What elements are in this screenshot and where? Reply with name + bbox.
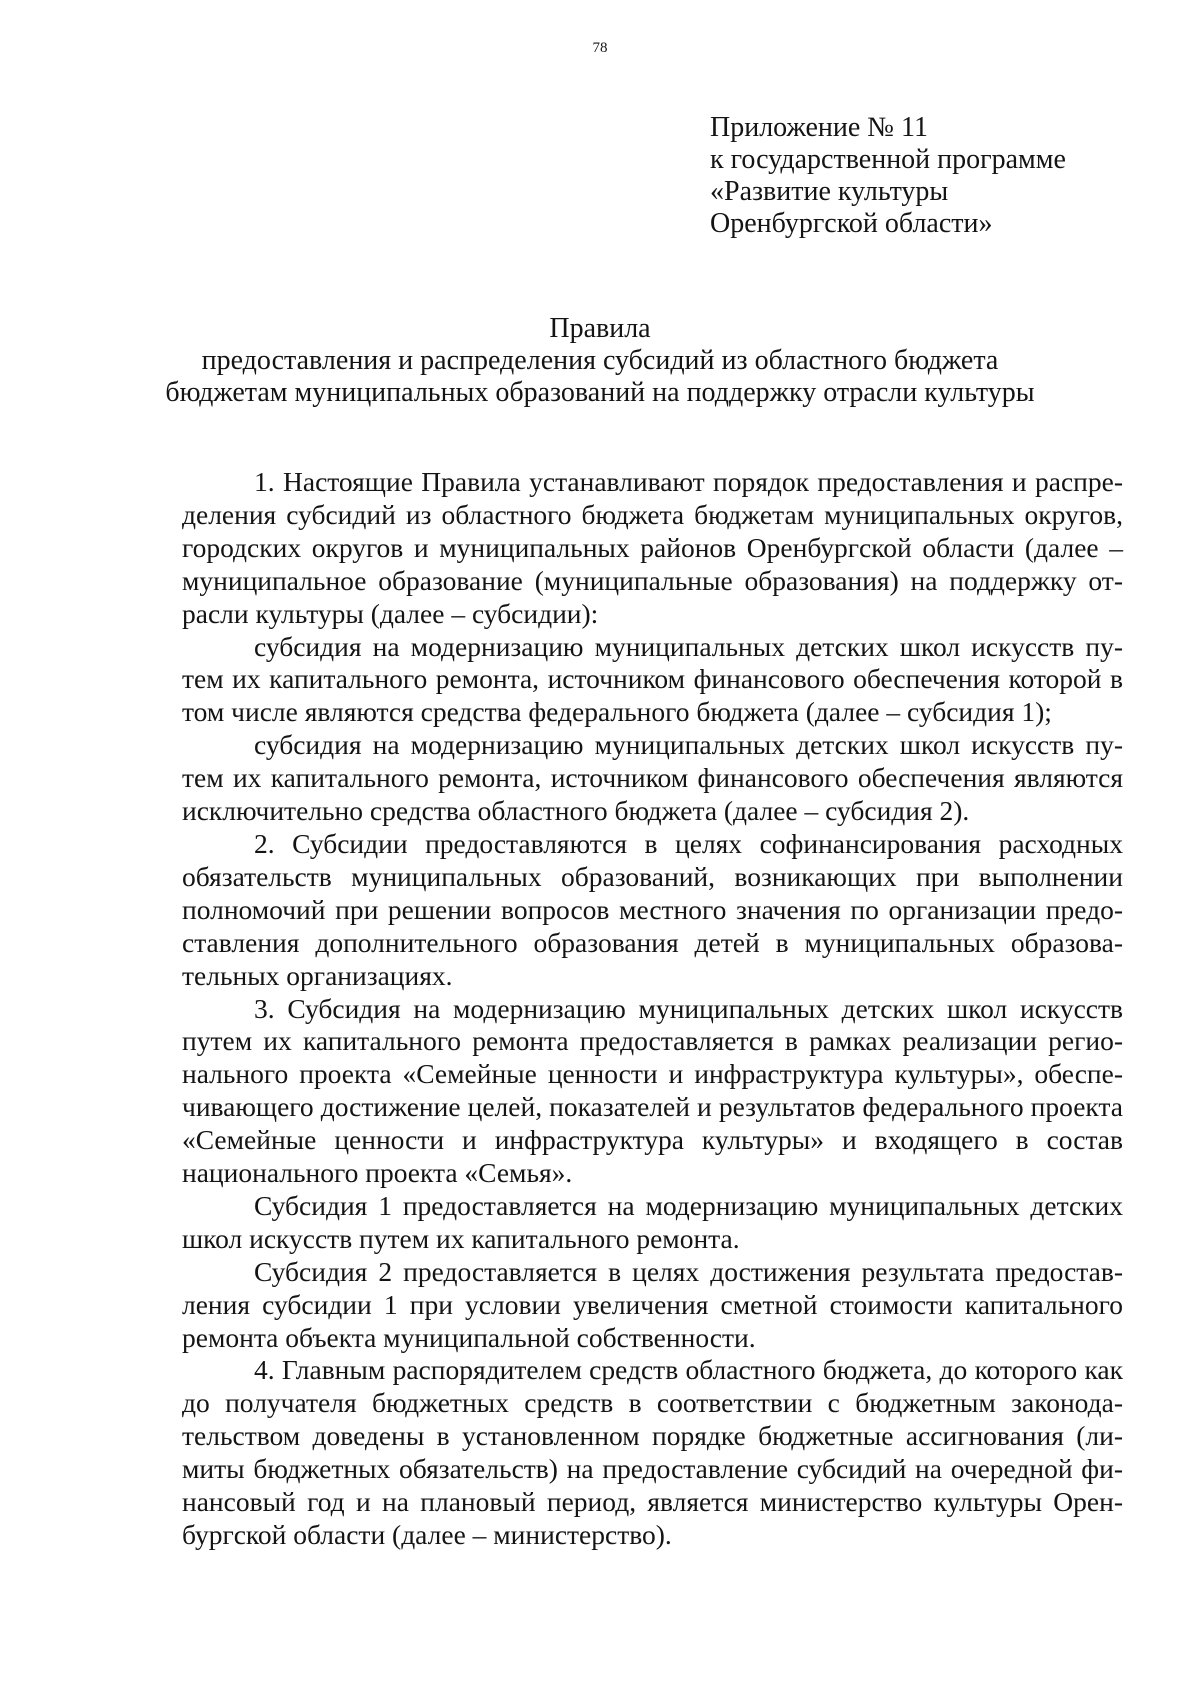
paragraph-subsidy-2-purpose: Субсидия 2 предоставляется в целях достижения результата предоставления субсидии 1 при условии увеличения сметной стоимости капитального ремонта объекта муниципальной собственности. (182, 1255, 1123, 1353)
paragraph-subsidy-1-purpose: Субсидия 1 предоставляется на модернизацию муниципальных детских школ искусств путем их капитального ремонта. (182, 1189, 1123, 1254)
paragraph-3: 3. Субсидия на модернизацию муниципальных детских школ искусств путем их капитального ремонта предоставляется в рамках реализации регионального проекта «Семейные ценности и инфраструктура культуры», обеспечивающего достижение целей, показателей и результатов федерального проекта «Семейные ценности и инфраструктура культуры» и входящего в состав национального проекта «Семья». (182, 992, 1123, 1189)
paragraph-1: 1. Настоящие Правила устанавливают порядок предоставления и распределения субсидий из областного бюджета бюджетам муниципальных округов, городских округов и муниципальных районов Оренбургской области (далее – муниципальное образование (муниципальные образования) на поддержку отрасли культуры (далее – субсидии): (182, 466, 1123, 629)
appendix-header (710, 112, 1066, 240)
appendix-line: Оренбургской области» (710, 208, 993, 239)
document-body (182, 466, 1123, 1552)
document-title (0, 313, 1200, 409)
title-heading: Правила (549, 313, 651, 344)
paragraph-2: 2. Субсидии предоставляются в целях софинансирования расходных обязательств муниципальных образований, возникающих при выполнении полномочий при решении вопросов местного значения по организации предоставления дополнительного образования детей в муниципальных образовательных организациях. (182, 827, 1123, 991)
title-subtitle-line: бюджетам муниципальных образований на поддержку отрасли культуры (165, 377, 1035, 408)
appendix-line: Приложение № 11 (710, 112, 928, 143)
paragraph-4: 4. Главным распорядителем средств областного бюджета, до которого как до получателя бюджетных средств в соответствии с бюджетным законодательством доведены в установленном порядке бюджетные ассигнования (лимиты бюджетных обязательств) на предоставление субсидий на очередной финансовый год и на плановый период, является министерство культуры Оренбургской области (далее – министерство). (182, 1354, 1123, 1550)
title-subtitle-line: предоставления и распределения субсидий из областного бюджета (201, 345, 999, 376)
paragraph-subsidy-1: субсидия на модернизацию муниципальных детских школ искусств путем их капитального ремонта, источником финансового обеспечения которой в том числе являются средства федерального бюджета (далее – субсидия 1); (182, 630, 1123, 728)
appendix-line: «Развитие культуры (710, 176, 949, 207)
page-number: 78 (592, 40, 608, 56)
paragraph-subsidy-2: субсидия на модернизацию муниципальных детских школ искусств путем их капитального ремонта, источником финансового обеспечения являются исключительно средства областного бюджета (далее – субсидия 2). (182, 729, 1123, 827)
appendix-line: к государственной программе (710, 144, 1066, 175)
